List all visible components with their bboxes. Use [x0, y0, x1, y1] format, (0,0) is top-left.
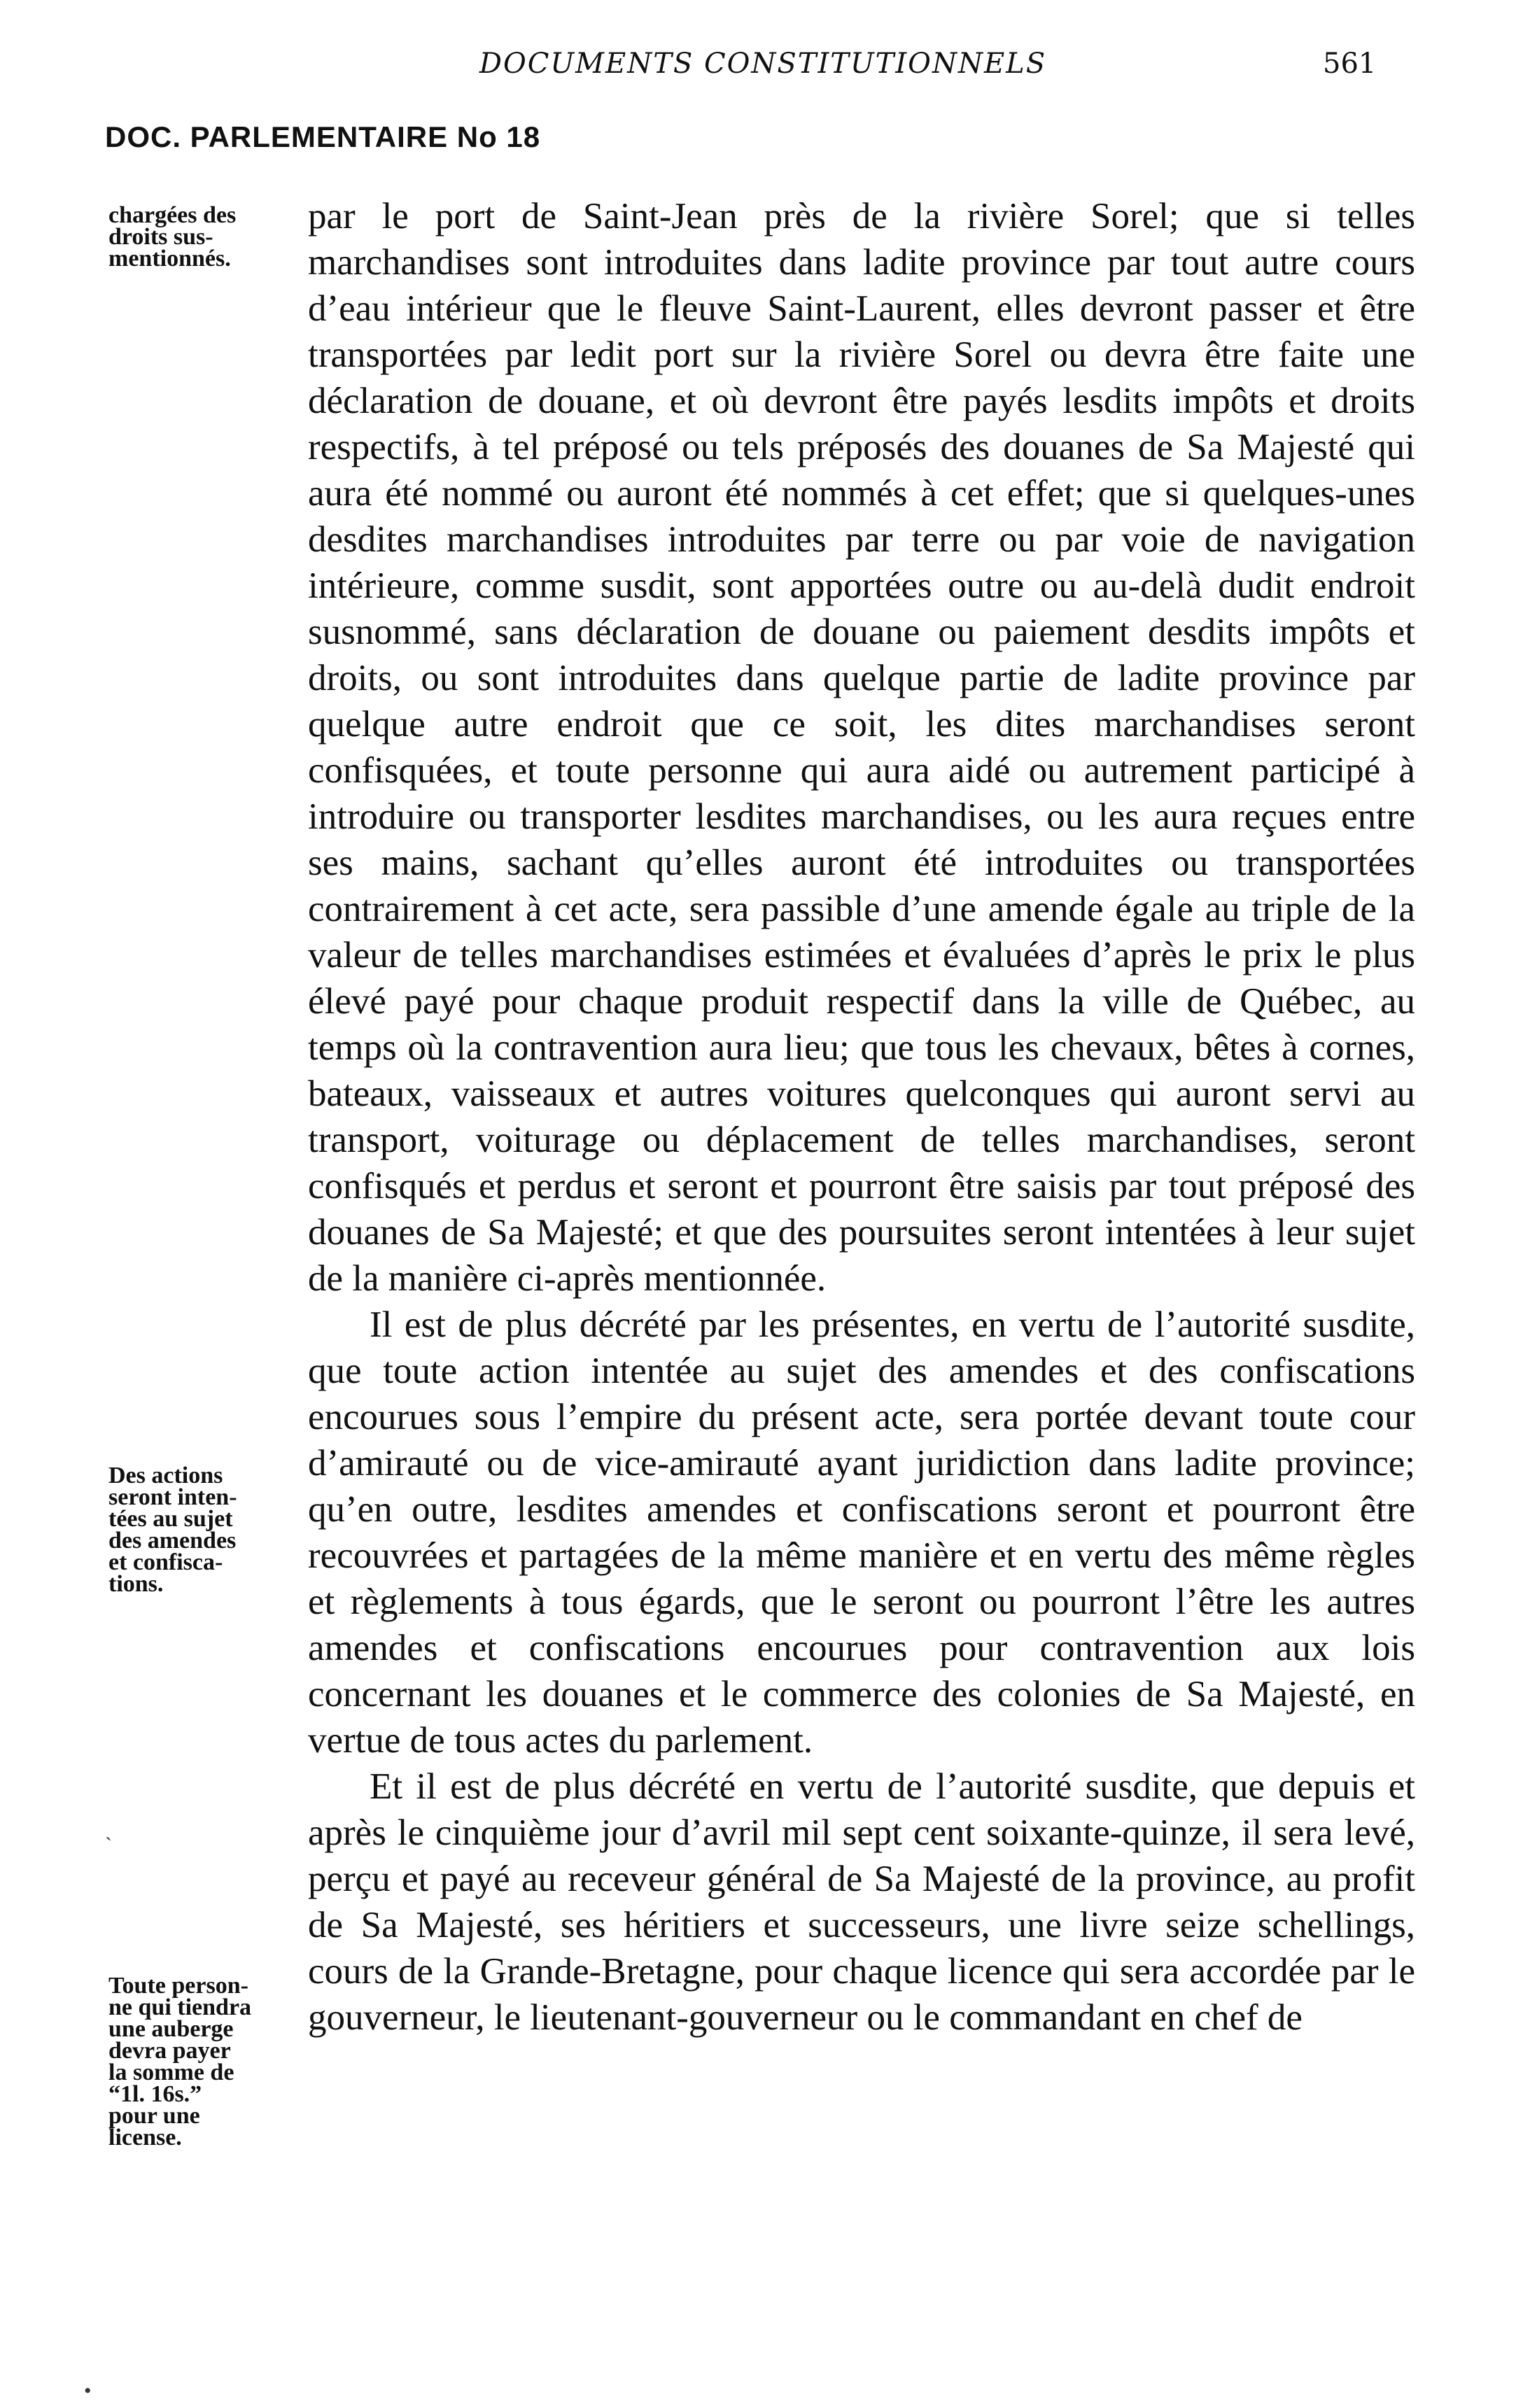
margin-note-line: chargées des	[108, 202, 237, 228]
running-title: DOCUMENTS CONSTITUTIONNELS	[479, 48, 1047, 80]
margin-note-line: seront inten-	[108, 1484, 237, 1510]
paragraph-2: Il est de plus décrété par les présentes, en vertu de l’autorité susdite, que toute action intentée au sujet des amendes et des confiscations encourues sous l’empire du présent acte, sera portée devant toute cour d’amirauté ou de vice-amirauté ayant juridiction dans ladite province; qu’en outre, lesdites amendes et confiscations seront et pourront être recouvrées et partagées de la même manière et en vertu des même règles et règlements à tous égards, que le seront ou pourront l’être les autres amendes et confiscations encourues pour contravention aux lois concernant les douanes et le commerce des colonies de Sa Majesté, en vertue de tous actes du parlement.	[308, 1304, 1415, 1761]
margin-note-line: des amendes	[108, 1528, 237, 1554]
margin-note-line: droits sus-	[108, 224, 213, 250]
margin-note-line: Toute person-	[108, 1973, 248, 1999]
margin-note-line: et confisca-	[108, 1549, 223, 1575]
paragraph-1: par le port de Saint-Jean près de la rivière Sorel; que si telles marchandises sont introduites dans ladite province par tout autre cours d’eau intérieur que le fleuve Saint-Laurent, elles devront passer et être transportées par ledit port sur la rivière Sorel ou devra être faite une déclaration de douane, et où devront être payés lesdits impôts et droits respectifs, à tel préposé ou tels préposés des douanes de Sa Majesté qui aura été nommé ou auront été nommés à cet effet; que si quelques-unes desdites marchandises introduites par terre ou par voie de navigation intérieure, comme susdit, sont apportées outre ou au-delà dudit endroit susnommé, sans déclaration de douane ou paiement desdits impôts et droits, ou sont introduites dans quelque partie de ladite province par quelque autre endroit que ce soit, les dites marchandises seront confisquées, et toute personne qui aura aidé ou autrement participé à introduire ou transporter lesdites marchandises, ou les aura reçues entre ses mains, sachant qu’elles auront été introduites ou transportées contrairement à cet acte, sera passible d’une amende égale au triple de la valeur de telles marchandises estimées et évaluées d’après le prix le plus élevé payé pour chaque produit respectif dans la ville de Québec, au temps où la contravention aura lieu; que tous les chevaux, bêtes à cornes, bateaux, vaisseaux et autres voitures quelconques qui auront servi au transport, voiturage ou déplacement de telles marchandises, seront confisqués et perdus et seront et pourront être saisis par tout préposé des douanes de Sa Majesté; et que des poursuites seront intentées à leur sujet de la manière ci-après mentionnée.	[308, 196, 1415, 1299]
margin-note-line: tées au sujet	[108, 1506, 233, 1532]
scan-speck: `	[105, 1833, 112, 1857]
margin-note-line: tions.	[108, 1571, 164, 1597]
page-number: 561	[1323, 48, 1377, 80]
margin-note-line: une auberge	[108, 2016, 234, 2042]
margin-note-3	[108, 1975, 297, 2148]
margin-note-line: license.	[108, 2125, 182, 2150]
scan-speck: •	[84, 2379, 92, 2402]
margin-note-line: mentionnés.	[108, 246, 231, 272]
margin-note-line: pour une	[108, 2103, 200, 2129]
margin-note-line: la somme de	[108, 2060, 234, 2085]
margin-note-2	[108, 1465, 297, 1595]
paragraph-3: Et il est de plus décrété en vertu de l’autorité susdite, que depuis et après le cinquième jour d’avril mil sept cent soixante-quinze, il sera levé, perçu et payé au receveur général de Sa Majesté de la province, au profit de Sa Majesté, ses héritiers et successeurs, une livre seize schellings, cours de la Grande-Bretagne, pour chaque licence qui sera accordée par le gouverneur, le lieutenant-gouverneur ou le commandant en chef de	[308, 1766, 1415, 2038]
margin-note-line: ne qui tiendra	[108, 1994, 252, 2020]
margin-note-line: “1l. 16s.”	[108, 2081, 202, 2107]
margin-note-line: Des actions	[108, 1463, 223, 1488]
margin-note-1	[108, 202, 297, 272]
body-text	[308, 193, 1415, 2041]
margin-note-line: devra payer	[108, 2038, 231, 2064]
document-id: DOC. PARLEMENTAIRE No 18	[105, 120, 541, 153]
